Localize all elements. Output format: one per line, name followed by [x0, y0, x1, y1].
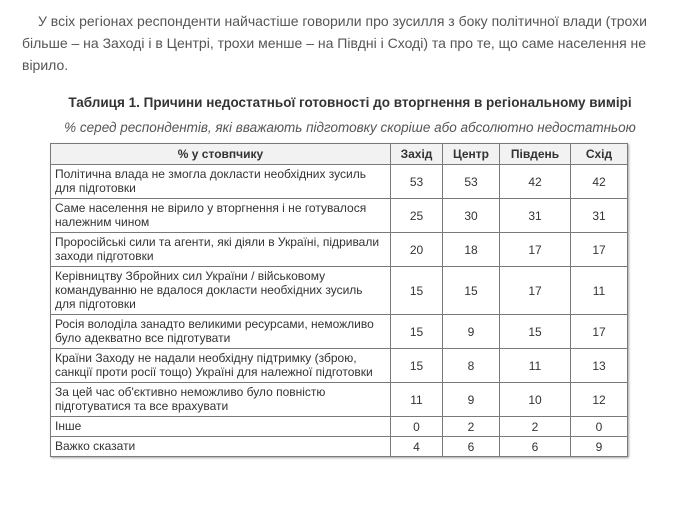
cell-east: 9 — [571, 437, 628, 457]
cell-center: 53 — [443, 165, 500, 199]
table-row — [51, 315, 628, 349]
cell-center: 2 — [443, 417, 500, 437]
row-label: Саме населення не вірило у вторгнення і не готувалося належним чином — [51, 199, 391, 233]
cell-west: 11 — [391, 383, 443, 417]
cell-east: 17 — [571, 315, 628, 349]
cell-south: 31 — [500, 199, 571, 233]
cell-west: 15 — [391, 267, 443, 315]
cell-south: 17 — [500, 233, 571, 267]
column-header-center: Центр — [443, 144, 500, 165]
cell-south: 42 — [500, 165, 571, 199]
cell-west: 53 — [391, 165, 443, 199]
table-row — [51, 437, 628, 457]
row-label: Керівництву Збройних сил України / військовому командуванню не вдалося докласти необхідних зусиль для підготовки — [51, 267, 391, 315]
row-label: Важко сказати — [51, 437, 391, 457]
cell-center: 9 — [443, 315, 500, 349]
row-label: Політична влада не змогла докласти необхідних зусиль для підготовки — [51, 165, 391, 199]
cell-center: 18 — [443, 233, 500, 267]
table-row — [51, 267, 628, 315]
row-label: Проросійські сили та агенти, які діяли в Україні, підривали заходи підготовки — [51, 233, 391, 267]
cell-east: 17 — [571, 233, 628, 267]
cell-south: 2 — [500, 417, 571, 437]
intro-paragraph: У всіх регіонах респонденти найчастіше говорили про зусилля з боку політичної влади (трохи більше – на Заході і в Центрі, трохи менше – на Півдні і Сході) та про те, що саме населення не вірило. — [22, 13, 647, 73]
cell-east: 12 — [571, 383, 628, 417]
cell-south: 10 — [500, 383, 571, 417]
column-header-west: Захід — [391, 144, 443, 165]
table-row — [51, 233, 628, 267]
cell-east: 31 — [571, 199, 628, 233]
table-row — [51, 199, 628, 233]
row-label: Росія володіла занадто великими ресурсами, неможливо було адекватно все підготувати — [51, 315, 391, 349]
cell-south: 15 — [500, 315, 571, 349]
cell-center: 15 — [443, 267, 500, 315]
cell-east: 11 — [571, 267, 628, 315]
table-row — [51, 417, 628, 437]
row-label: Країни Заходу не надали необхідну підтримку (зброю, санкції проти росії тощо) Україні для належної підготовки — [51, 349, 391, 383]
cell-center: 30 — [443, 199, 500, 233]
cell-west: 15 — [391, 315, 443, 349]
cell-south: 17 — [500, 267, 571, 315]
cell-south: 6 — [500, 437, 571, 457]
table-row — [51, 349, 628, 383]
cell-east: 0 — [571, 417, 628, 437]
cell-west: 15 — [391, 349, 443, 383]
table-header-row — [51, 144, 628, 165]
cell-west: 25 — [391, 199, 443, 233]
table-row — [51, 383, 628, 417]
table-row — [51, 165, 628, 199]
cell-center: 8 — [443, 349, 500, 383]
cell-east: 42 — [571, 165, 628, 199]
cell-south: 11 — [500, 349, 571, 383]
cell-west: 4 — [391, 437, 443, 457]
row-label: Інше — [51, 417, 391, 437]
cell-center: 9 — [443, 383, 500, 417]
cell-west: 0 — [391, 417, 443, 437]
regional-readiness-table — [50, 143, 628, 457]
column-header-percent: % у стовпчику — [51, 144, 391, 165]
cell-east: 13 — [571, 349, 628, 383]
cell-center: 6 — [443, 437, 500, 457]
row-label: За цей час об'єктивно неможливо було повністю підготуватися та все врахувати — [51, 383, 391, 417]
table-title: Таблиця 1. Причини недостатньої готовності до вторгнення в регіональному вимірі — [68, 95, 632, 110]
table-subtitle: % серед респондентів, які вважають підготовку скоріше або абсолютно недостатньою — [64, 120, 636, 135]
column-header-south: Південь — [500, 144, 571, 165]
column-header-east: Схід — [571, 144, 628, 165]
cell-west: 20 — [391, 233, 443, 267]
